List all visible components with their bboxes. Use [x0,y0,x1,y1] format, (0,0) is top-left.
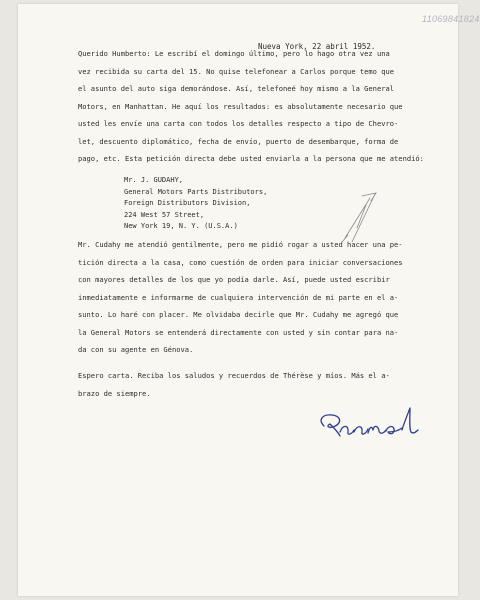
text-line: la General Motors se entenderá directamente con usted y sin contar para na- [78,327,399,337]
text-line: con mayores detalles de los que yo podía darle. Así, puede usted escribir [78,275,390,284]
text-line: Querido Humberto: Le escribí el domingo último, pero lo hago otra vez una [78,49,390,58]
text-line: tición directa a la casa, como cuestión de orden para iniciar conversaciones [78,257,403,267]
text-line: Espero carta. Reciba los saludos y recuerdos de Thérèse y míos. Más el a- [78,371,390,380]
text-line: brazo de siempre. [78,388,151,398]
address-line: General Motors Parts Distributors, [124,187,268,196]
text-line: el asunto del auto siga demorándose. Así, telefoneé hoy mismo a la General [78,84,395,93]
text-line: usted les envíe una carta con todos los detalles respecto a tipo de Chevro- [78,119,399,128]
address-line: 224 West 57 Street, [124,210,205,219]
text-line: sunto. Lo haré con placer. Me olvidaba decirle que Mr. Cudahy me agregó que [78,310,399,319]
address-line: Foreign Distributors Division, [124,199,251,207]
dateline: Nueva York, 22 abril 1952. [258,42,376,51]
text-line: Motors, en Manhattan. He aquí los resultados: es absolutamente necesario que [78,101,403,111]
text-line: vez recibida su carta del 15. No quise telefonear a Carlos porque temo que [78,66,395,76]
text-line: da con su agente en Génova. [78,345,194,354]
signature-mark [321,408,418,436]
text-line: inmediatamente e informarme de cualquiera intervención de mi parte en el a- [78,292,399,302]
archive-number: 11069841824 [422,14,480,24]
address-line: New York 19, N. Y. (U.S.A.) [124,222,238,230]
text-line: pago, etc. Esta petición directa debe usted enviarla a la persona que me atendió: [78,154,424,163]
text-line: let, descuento diplomático, fecha de envío, puerto de desembarque, forma de [78,136,399,146]
text-line: Mr. Cudahy me atendió gentilmente, pero me pidió rogar a usted hacer una pe- [78,240,403,249]
pencil-scribble-mark [342,193,376,242]
address-line: Mr. J. GUDAHY, [124,176,184,184]
